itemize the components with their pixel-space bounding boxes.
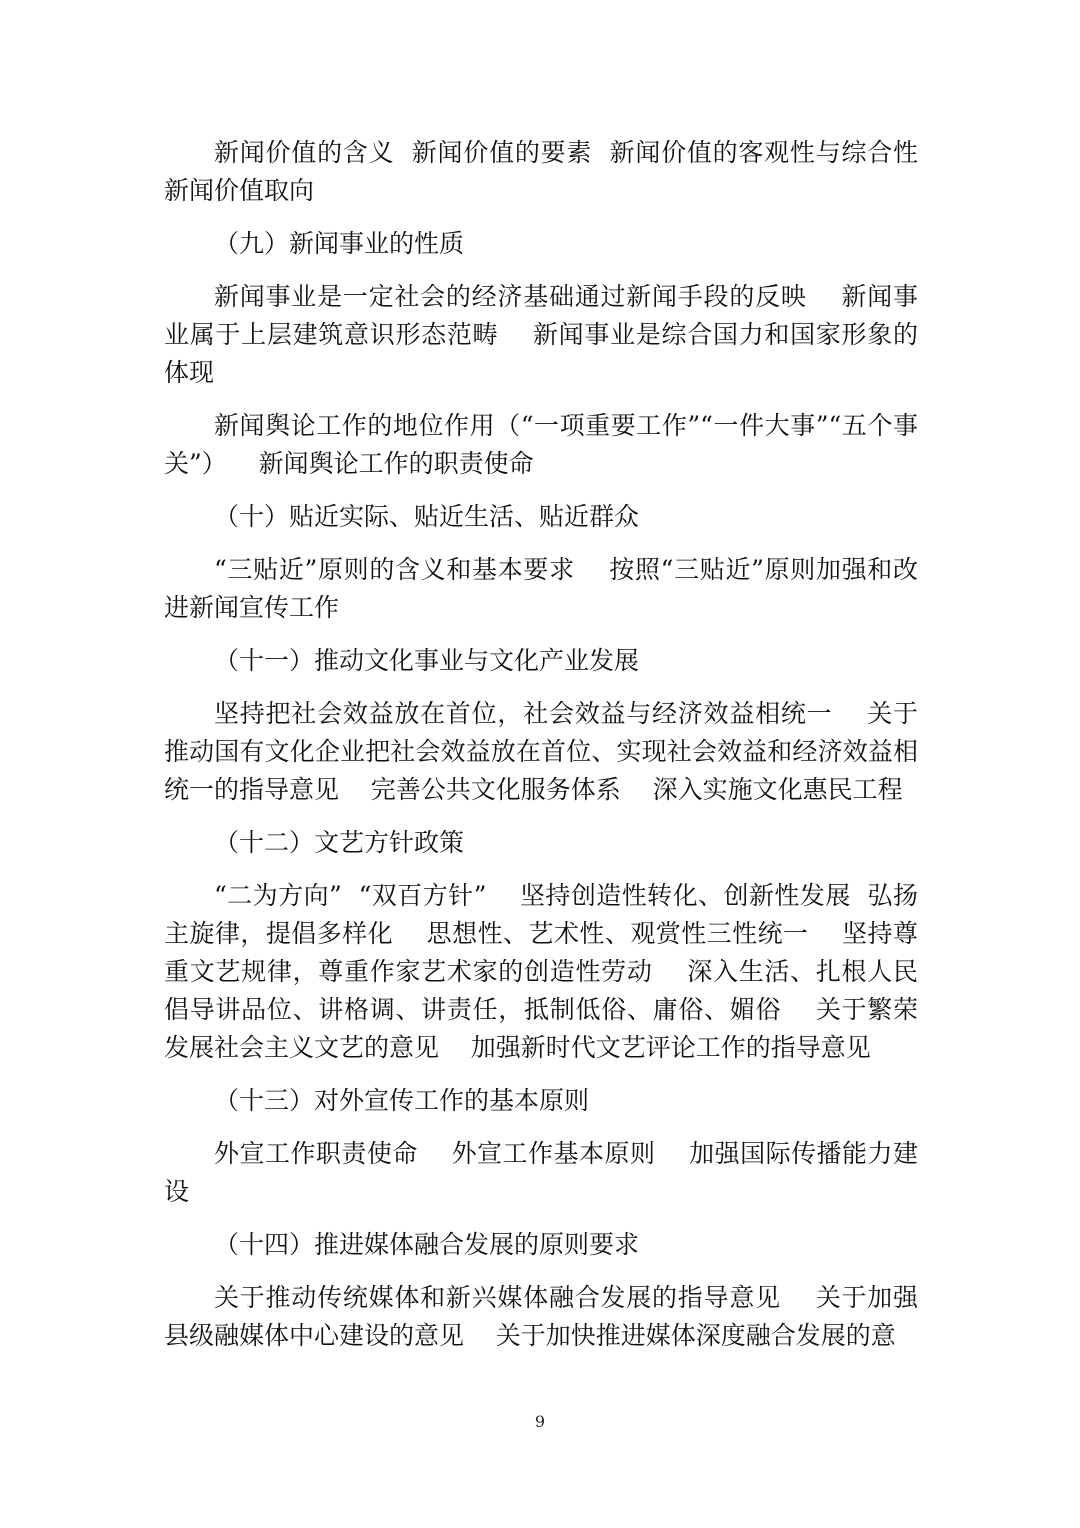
section-heading-13: （十三）对外宣传工作的基本原则 [214,1086,590,1115]
paragraph-news-opinion-role: 新闻舆论工作的地位作用（“一项重要工作”“一件大事”“五个事关”） 新闻舆论工作的职责使命 [164,411,918,478]
paragraph-news-industry-nature: 新闻事业是一定社会的经济基础通过新闻手段的反映 新闻事业属于上层建筑意识形态范畴 新闻事业是综合国力和国家形象的体现 [164,282,918,387]
section-heading-10: （十）贴近实际、贴近生活、贴近群众 [214,502,640,531]
paragraph-cultural-industry: 坚持把社会效益放在首位，社会效益与经济效益相统一 关于推动国有文化企业把社会效益放在首位、实现社会效益和经济效益相统一的指导意见 完善公共文化服务体系 深入实施文化惠民工程 [164,699,918,804]
page-body [164,134,934,1355]
paragraph-foreign-publicity: 外宣工作职责使命 外宣工作基本原则 加强国际传播能力建设 [164,1139,918,1206]
section-heading-9: （九）新闻事业的性质 [214,229,465,258]
section-heading-11: （十一）推动文化事业与文化产业发展 [214,646,640,675]
section-heading-14: （十四）推进媒体融合发展的原则要求 [214,1230,640,1259]
paragraph-three-closeness: “三贴近”原则的含义和基本要求 按照“三贴近”原则加强和改进新闻宣传工作 [164,555,918,622]
paragraph-news-value: 新闻价值的含义 新闻价值的要素 新闻价值的客观性与综合性 新闻价值取向 [164,138,934,205]
paragraph-literary-policy: “二为方向” “双百方针” 坚持创造性转化、创新性发展 弘扬主旋律，提倡多样化 思想性、艺术性、观赏性三性统一 坚持尊重文艺规律，尊重作家艺术家的创造性劳动 深入生活、扎根人民 倡导讲品位、讲格调、讲责任，抵制低俗、庸俗、媚俗 关于繁荣发展社会主义文艺的意见 加强新时代文艺评论工作的指导意见 [164,881,934,1062]
page-number: 9 [534,1412,546,1431]
section-heading-12: （十二）文艺方针政策 [214,828,465,857]
paragraph-media-convergence: 关于推动传统媒体和新兴媒体融合发展的指导意见 关于加强县级融媒体中心建设的意见 关于加快推进媒体深度融合发展的意 [164,1283,918,1350]
